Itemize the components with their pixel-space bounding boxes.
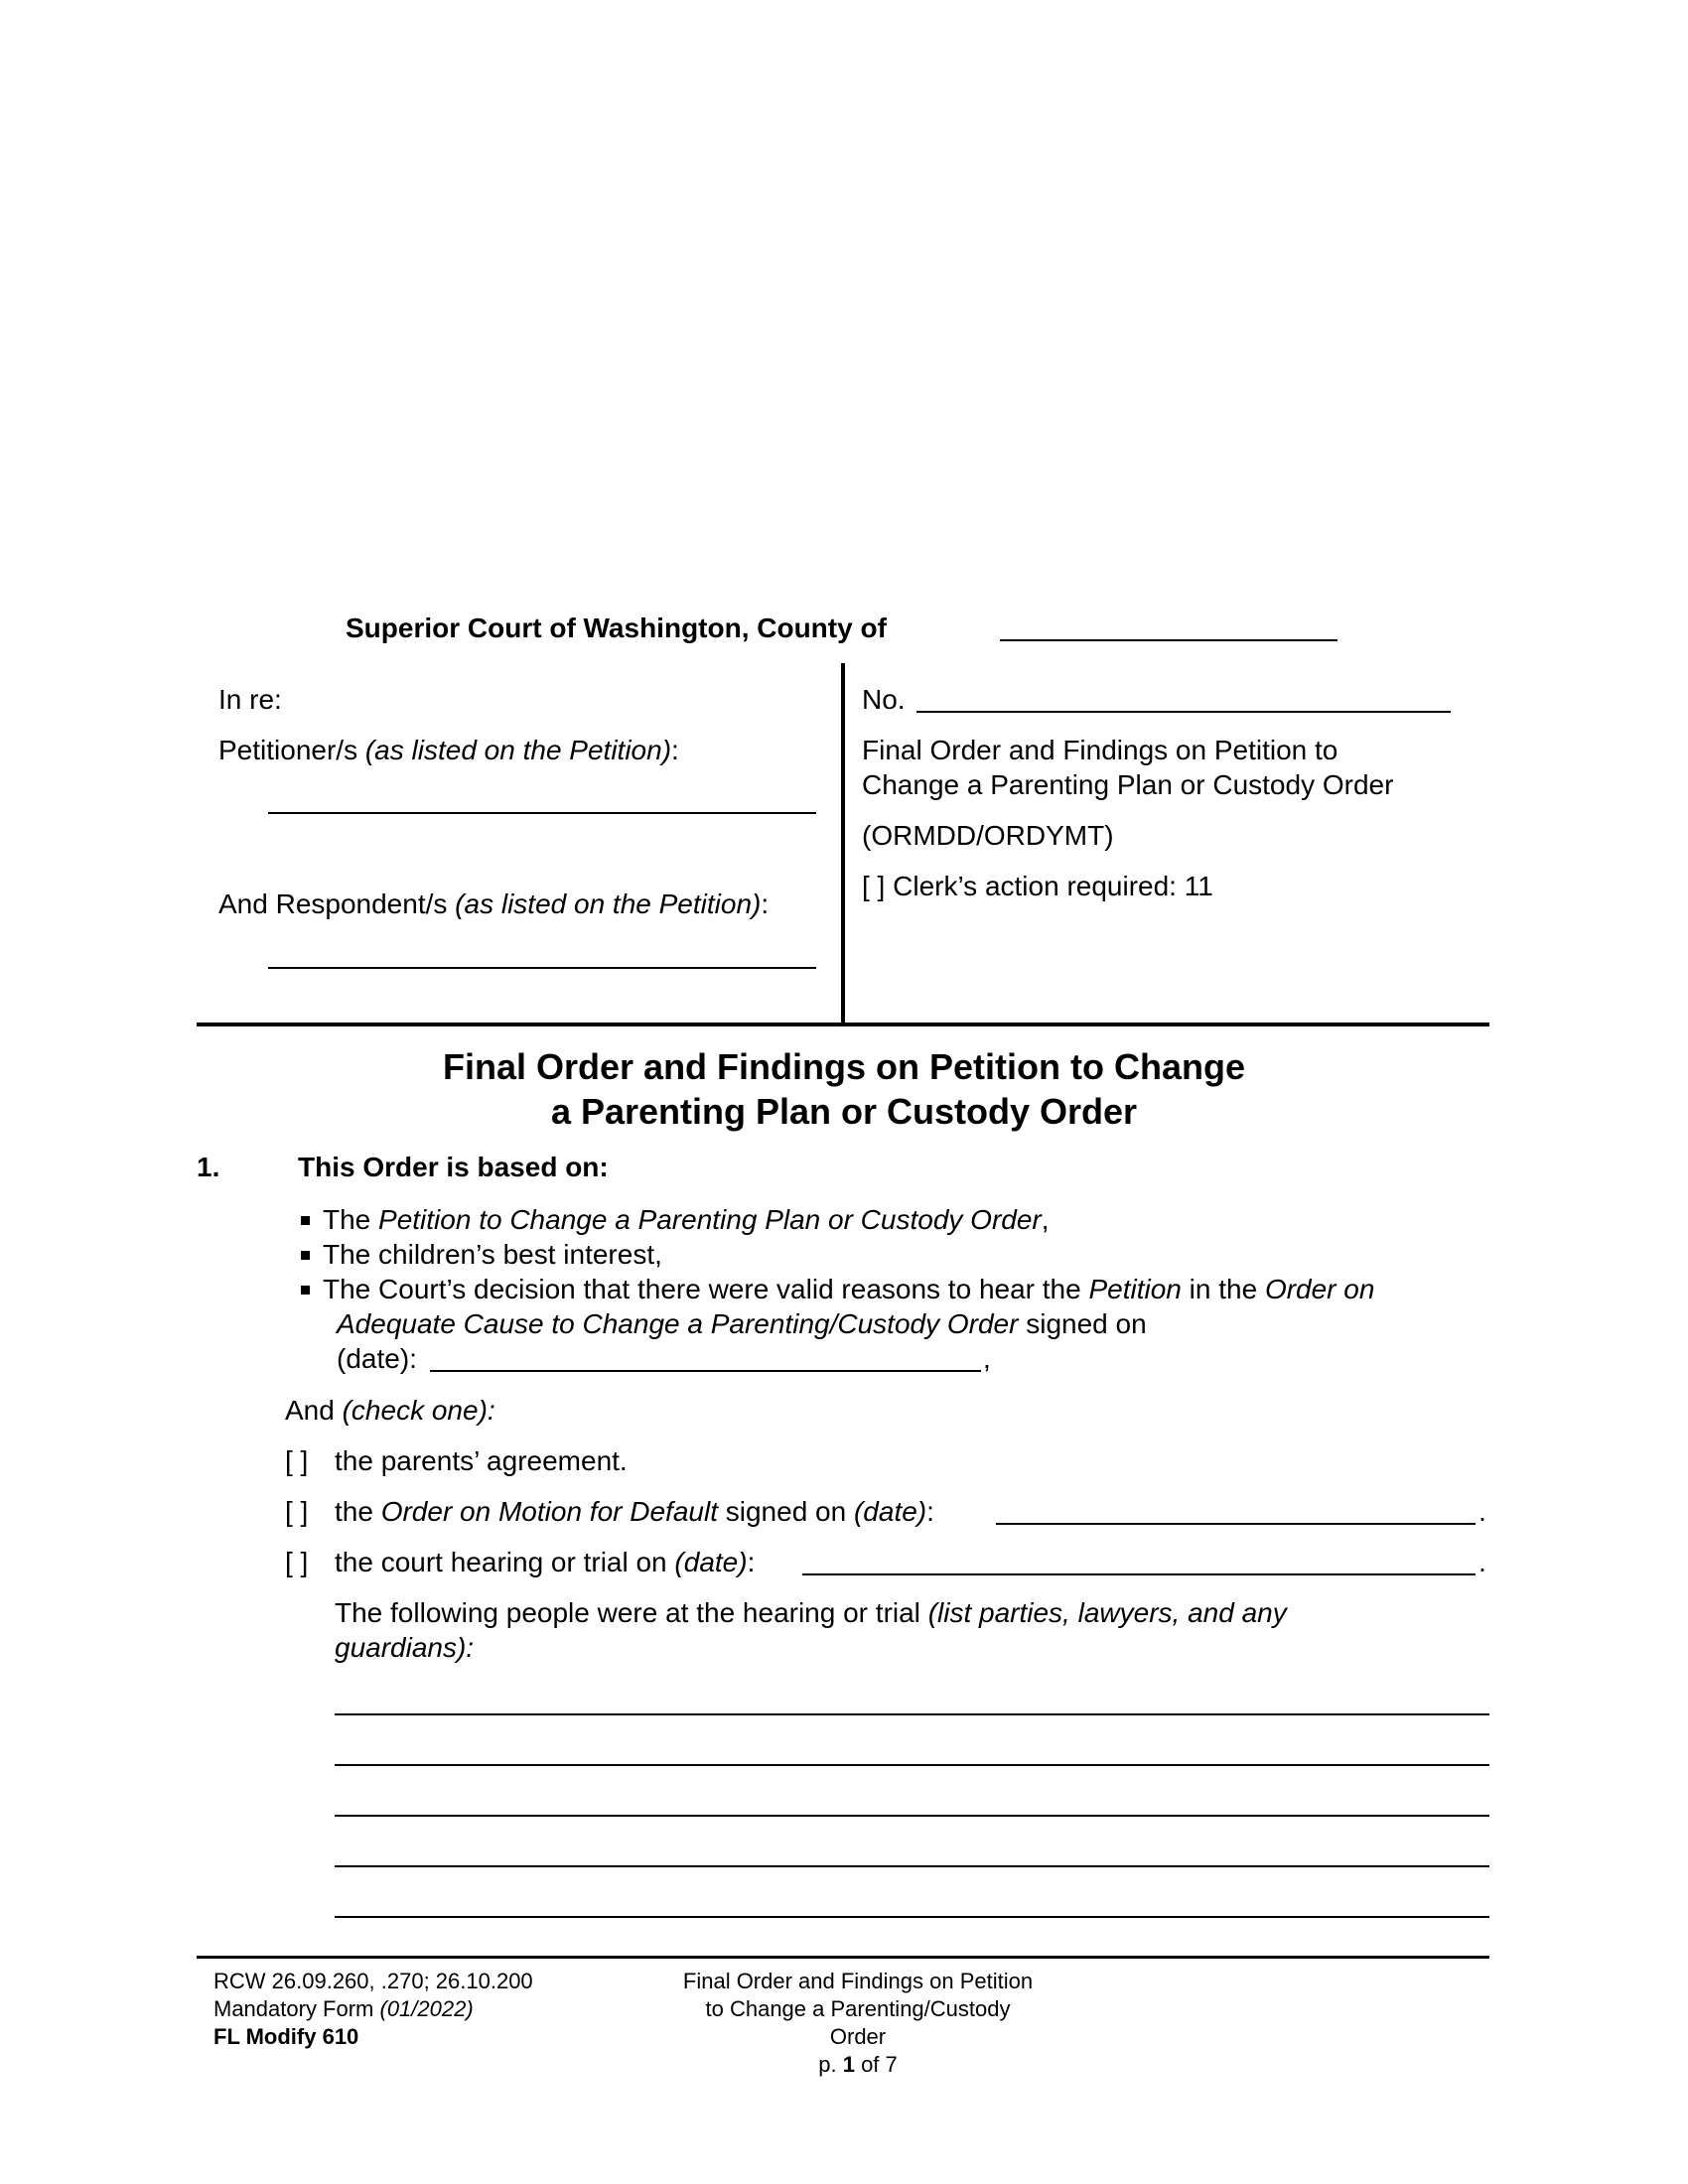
court-title: Superior Court of Washington, County of: [346, 613, 887, 643]
default-option: the Order on Motion for Default signed on (date):: [335, 1496, 934, 1527]
clerk-checkbox[interactable]: [ ]: [862, 871, 886, 901]
page-number: p. 1 of 7: [818, 2052, 898, 2077]
footer-mandatory: Mandatory Form (01/2022): [213, 1996, 474, 2021]
basis-adequate-cause-cont: Adequate Cause to Change a Parenting/Custody Order signed on: [337, 1308, 1147, 1339]
agreement-checkbox[interactable]: [ ]: [285, 1445, 309, 1476]
county-blank[interactable]: [1000, 639, 1337, 641]
attendees-label: The following people were at the hearing or trial (list parties, lawyers, and any: [335, 1597, 1287, 1628]
footer-rcw: RCW 26.09.260, .270; 26.10.200: [213, 1969, 533, 1993]
hearing-period: .: [1478, 1547, 1486, 1577]
adequate-cause-date-blank[interactable]: [430, 1370, 981, 1372]
attendees-line[interactable]: [335, 1815, 1489, 1817]
basis-best-interest: The children’s best interest,: [323, 1239, 662, 1270]
check-one-label: And (check one):: [285, 1395, 495, 1426]
petitioner-label: Petitioner/s (as listed on the Petition):: [218, 735, 679, 765]
case-number-blank[interactable]: [916, 711, 1451, 713]
clerk-action: [ ] Clerk’s action required: 11: [862, 871, 1213, 901]
basis-adequate-cause: The Court’s decision that there were valid reasons to hear the Petition in the Order on: [323, 1274, 1375, 1304]
doc-code: (ORMDD/ORDYMT): [862, 820, 1114, 851]
respondent-blank[interactable]: [268, 967, 816, 969]
caption-rule: [197, 1023, 1489, 1026]
default-period: .: [1478, 1496, 1486, 1527]
doc-title-line1: Final Order and Findings on Petition to: [862, 735, 1338, 765]
respondent-label: And Respondent/s (as listed on the Petition):: [218, 888, 770, 919]
attendees-label-cont: guardians):: [335, 1632, 475, 1663]
attendees-line[interactable]: [335, 1916, 1489, 1918]
footer-form-id: FL Modify 610: [213, 2024, 359, 2049]
hearing-date-blank[interactable]: [802, 1573, 1476, 1575]
footer-left: [213, 1968, 533, 2051]
caption-divider: [841, 663, 845, 1023]
basis-petition: The Petition to Change a Parenting Plan or Custody Order,: [323, 1204, 1050, 1235]
footer-center: Final Order and Findings on Petition to Change a Parenting/Custody Order p. 1 of 7: [639, 1968, 1076, 2079]
bullet-icon: [301, 1216, 310, 1225]
bullet-icon: [301, 1251, 310, 1260]
footer-rule: [197, 1956, 1489, 1959]
attendees-line[interactable]: [335, 1764, 1489, 1766]
default-checkbox[interactable]: [ ]: [285, 1496, 309, 1527]
attendees-line[interactable]: [335, 1713, 1489, 1715]
section-heading: This Order is based on:: [298, 1152, 609, 1182]
in-re-label: In re:: [218, 684, 282, 715]
bullet-icon: [301, 1286, 310, 1295]
agreement-option: the parents’ agreement.: [335, 1445, 628, 1476]
attendees-line[interactable]: [335, 1865, 1489, 1867]
doc-title-line2: Change a Parenting Plan or Custody Order: [862, 769, 1394, 800]
default-date-blank[interactable]: [996, 1523, 1476, 1525]
page-title: Final Order and Findings on Petition to Change a Parenting Plan or Custody Order: [443, 1046, 1245, 1132]
hearing-option: the court hearing or trial on (date):: [335, 1547, 756, 1577]
hearing-checkbox[interactable]: [ ]: [285, 1547, 309, 1577]
section-number: 1.: [197, 1152, 220, 1182]
case-number-label: No.: [862, 684, 906, 715]
adequate-cause-date-label: (date):: [337, 1343, 417, 1374]
petitioner-blank[interactable]: [268, 812, 816, 814]
date-comma: ,: [983, 1343, 991, 1374]
